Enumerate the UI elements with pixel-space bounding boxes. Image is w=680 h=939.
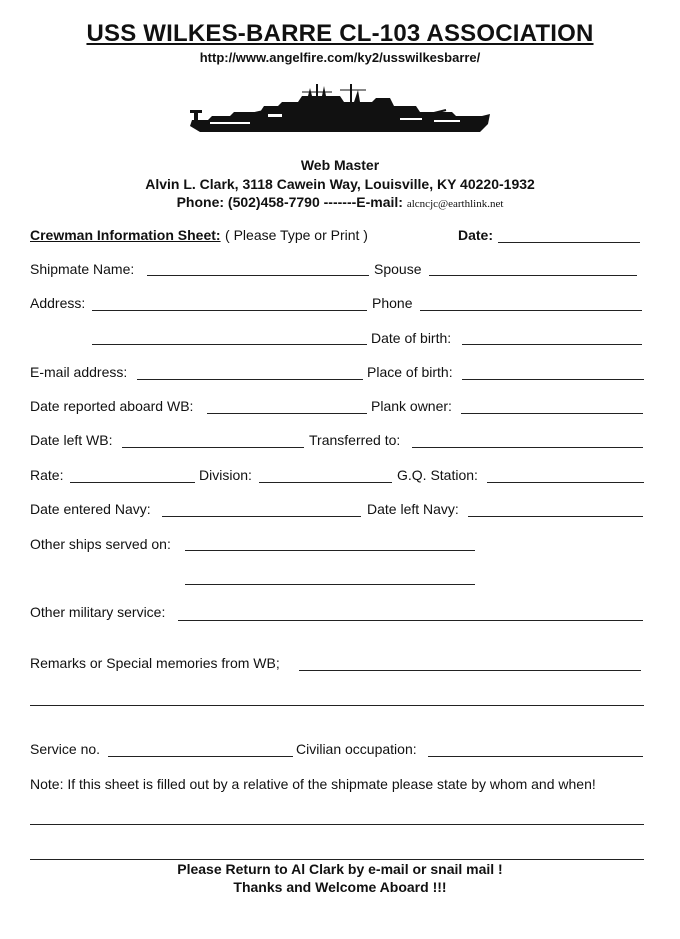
place-of-birth-label: Place of birth: [367,364,453,380]
ship-silhouette-image [190,84,490,145]
other-ships-label: Other ships served on: [30,536,171,552]
footer-welcome: Thanks and Welcome Aboard !!! [233,879,447,895]
date-left-navy-field[interactable] [468,516,643,517]
association-title: USS WILKES-BARRE CL-103 ASSOCIATION [86,20,594,47]
date-label: Date: [458,227,494,243]
division-field[interactable] [259,482,392,483]
transferred-to-field[interactable] [412,447,643,448]
other-military-field[interactable] [178,620,643,621]
date-reported-field[interactable] [207,413,367,414]
other-military-label: Other military service: [30,604,166,620]
footer-return-instructions: Please Return to Al Clark by e-mail or snail mail ! [177,861,503,877]
remarks-label: Remarks or Special memories from WB; [30,655,280,671]
rate-label: Rate: [30,467,64,483]
spouse-label: Spouse [374,261,422,277]
phone-label: Phone [372,295,413,311]
email-address-field[interactable] [137,379,363,380]
note-field-line1[interactable] [30,824,644,825]
transferred-to-label: Transferred to: [309,432,401,448]
webmaster-email[interactable]: alcncjc@earthlink.net [406,198,504,210]
date-of-birth-field[interactable] [462,344,642,345]
webmaster-role: Web Master [300,157,380,173]
website-url[interactable]: http://www.angelfire.com/ky2/usswilkesbarre/ [199,50,481,65]
webmaster-phone: Phone: (502)458-7790 -------E-mail: [176,194,403,210]
remarks-field-line2[interactable] [30,705,644,706]
date-left-wb-label: Date left WB: [30,432,113,448]
webmaster-contact [0,194,680,210]
address-label: Address: [30,295,86,311]
date-field[interactable] [498,242,640,243]
date-entered-navy-label: Date entered Navy: [30,501,151,517]
relative-note: Note: If this sheet is filled out by a relative of the shipmate please state by whom and when! [30,776,596,792]
ship-icon [190,84,490,140]
division-label: Division: [199,467,252,483]
other-ships-field[interactable] [185,550,475,551]
place-of-birth-field[interactable] [462,379,644,380]
date-left-wb-field[interactable] [122,447,304,448]
date-of-birth-label: Date of birth: [371,330,452,346]
address-field[interactable] [92,310,367,311]
service-no-field[interactable] [108,756,293,757]
date-entered-navy-field[interactable] [162,516,361,517]
webmaster-address: Alvin L. Clark, 3118 Cawein Way, Louisville, KY 40220-1932 [145,176,535,192]
civilian-occupation-field[interactable] [428,756,643,757]
shipmate-name-label: Shipmate Name: [30,261,135,277]
gq-station-field[interactable] [487,482,644,483]
shipmate-name-field[interactable] [147,275,369,276]
plank-owner-label: Plank owner: [371,398,452,414]
other-ships-field-line2[interactable] [185,584,475,585]
phone-field[interactable] [420,310,642,311]
service-no-label: Service no. [30,741,101,757]
date-left-navy-label: Date left Navy: [367,501,459,517]
sheet-title: Crewman Information Sheet: [30,227,221,243]
sheet-instruction: ( Please Type or Print ) [225,227,368,243]
civilian-occupation-label: Civilian occupation: [296,741,417,757]
date-reported-label: Date reported aboard WB: [30,398,194,414]
address-line2-field[interactable] [92,344,367,345]
gq-station-label: G.Q. Station: [397,467,478,483]
remarks-field[interactable] [299,670,641,671]
email-address-label: E-mail address: [30,364,128,380]
spouse-field[interactable] [429,275,637,276]
rate-field[interactable] [70,482,195,483]
plank-owner-field[interactable] [461,413,643,414]
sheet-heading [30,227,368,245]
note-field-line2[interactable] [30,859,644,860]
